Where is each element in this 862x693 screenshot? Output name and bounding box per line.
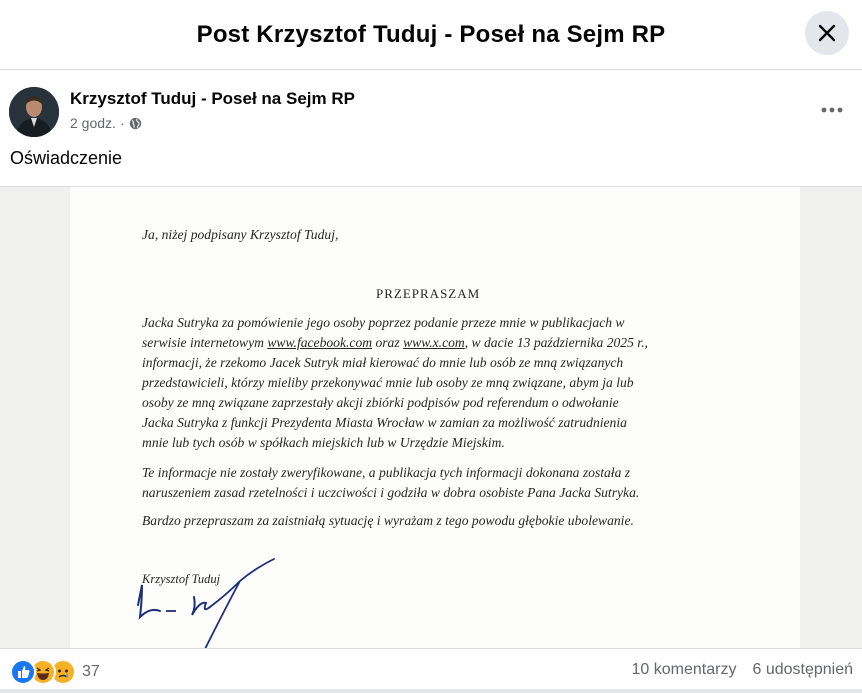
post-timestamp[interactable]: 2 godz.	[70, 115, 116, 131]
doc-line: informacji, że rzekomo Jacek Sutryk miał kierować do mnie lub osób ze mną związanych	[142, 355, 624, 370]
reactions-summary[interactable]	[10, 659, 100, 685]
doc-line: naruszeniem zasad rzetelności i uczciwości i godziła w dobra osobiste Pana Jacka Sutryka.	[142, 485, 640, 500]
dialog-header	[0, 0, 862, 70]
more-dots-icon	[821, 107, 843, 113]
shares-count-link[interactable]: 6 udostępnień	[752, 661, 853, 678]
doc-text: serwisie internetowym	[142, 335, 264, 350]
doc-line: Jacka Sutryka z funkcji Prezydenta Miasta Wrocław w zamian za możliwość zatrudnienia	[142, 415, 627, 430]
doc-line: przedstawicieli, którzy mieliby przekonywać mnie lub osoby ze mną związane, abym ja lub	[142, 375, 634, 390]
post-author-row	[9, 87, 355, 137]
doc-line: Bardzo przepraszam za zaistniałą sytuację i wyrażam z tego powodu głębokie ubolewanie.	[142, 513, 634, 528]
doc-text: , w dacie 13 października 2025 r.,	[464, 335, 648, 350]
avatar-image	[9, 87, 59, 137]
reaction-count: 37	[82, 663, 100, 680]
doc-link: www.facebook.com	[267, 335, 373, 350]
meta-separator: ·	[119, 115, 125, 131]
close-button[interactable]	[805, 11, 849, 55]
doc-text: oraz	[375, 335, 400, 350]
comments-count-link[interactable]: 10 komentarzy	[631, 661, 737, 678]
doc-heading: PRZEPRASZAM	[376, 286, 481, 301]
author-name-link[interactable]: Krzysztof Tuduj - Poseł na Sejm RP	[70, 89, 355, 108]
dialog-title: Post Krzysztof Tuduj - Poseł na Sejm RP	[196, 20, 666, 48]
post-photo[interactable]	[0, 186, 862, 649]
doc-greeting: Ja, niżej podpisany Krzysztof Tuduj,	[142, 227, 339, 242]
avatar[interactable]	[9, 87, 59, 137]
doc-line: mnie lub tych osób w spółkach miejskich lub w Urzędzie Miejskim.	[142, 435, 505, 450]
close-icon	[817, 23, 837, 43]
doc-link: www.x.com	[403, 335, 465, 350]
more-options-button[interactable]	[820, 98, 844, 122]
post-text: Oświadczenie	[10, 148, 123, 168]
post-footer	[0, 648, 862, 693]
doc-signature-name: Krzysztof Tuduj	[142, 572, 221, 586]
divider	[0, 689, 862, 693]
doc-line: osoby ze mną związane zaprzestały akcji zbiórki podpisów pod referendum o odwołanie	[142, 395, 619, 410]
like-icon	[10, 659, 36, 685]
doc-line: Te informacje nie zostały zweryfikowane, a publikacja tych informacji dokonana została z	[142, 465, 631, 480]
document-page	[70, 187, 800, 649]
doc-line: Jacka Sutryka za pomówienie jego osoby poprzez podanie przeze mnie w publikacjach w	[142, 315, 625, 330]
signature-mark	[130, 555, 290, 649]
globe-icon	[129, 117, 142, 130]
doc-line	[142, 335, 648, 351]
